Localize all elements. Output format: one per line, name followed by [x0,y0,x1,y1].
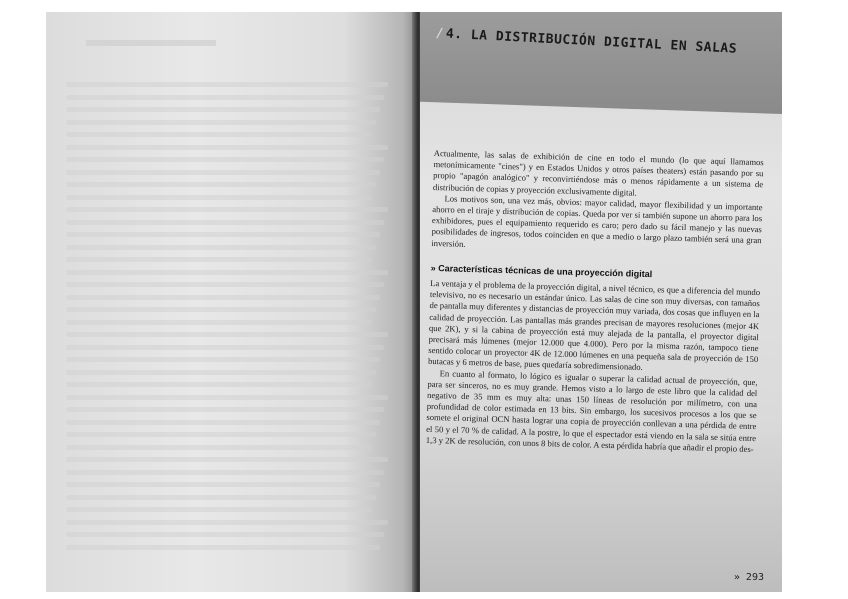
blurred-text-line [66,545,380,550]
blurred-text-line [66,232,380,237]
blurred-text-line [66,457,388,462]
paragraph: Los motivos son, una vez más, obvios: mayor calidad, mayor flexibilidad y un importante ahorro en el tiraje y distribución de copias. Queda por ver si también supone un ahorro para los exhibidores, pues el equipamiento requerido es caro; pero dado su fácil manejo y las nuevas posibilidades de ingresos, todos coinciden en que a medio o largo plazo también será una gran inversión. [431,193,763,249]
section-heading: » Características técnicas de una proyección digital [430,262,653,279]
blurred-text-line [66,495,376,500]
blurred-text-line [66,170,380,175]
blurred-text-line [66,332,388,337]
blurred-text-line [66,420,380,425]
page-number: » 293 [733,572,764,583]
title-slash-decoration: / [435,26,445,42]
blurred-text-line [66,407,384,412]
blurred-text-line [66,395,388,400]
blurred-text-line [66,295,380,300]
blurred-text-line [66,370,376,375]
blurred-text-line [66,345,384,350]
blurred-text-line [66,282,384,287]
blurred-text-line [66,320,372,325]
blurred-text-line [66,145,388,150]
left-running-header [86,40,216,46]
blurred-text-line [66,120,376,125]
blurred-text-line [66,245,376,250]
blurred-text-line [66,207,388,212]
blurred-text-line [66,195,372,200]
blurred-text-line [66,157,384,162]
chapter-title-text: 4. LA DISTRIBUCIÓN DIGITAL EN SALAS [445,26,738,57]
blurred-text-line [66,132,372,137]
paragraph: La ventaja y el problema de la proyección digital, a nivel técnico, es que a diferencia del mundo televisivo, no es necesario un estándar único. Las salas de cine son muy diversas, con tamaños de pantalla muy diferentes y distancias de proyección muy variada, dos cosas que influyen en la calidad de proyección. Las pantallas más grandes precisan de mayores resoluciones (mejor 4K que 2K), y si la cabina de proyección está muy alejada de la pantalla, el proyector digital precisará más lúmenes (mejor 12.000 que 4.000). Pero por la misma razón, tampoco tiene sentido colocar un proyector 4K de 12.000 lúmenes en una pequeña sala de proyección de 150 butacas y 6 metros de base, pues quedaría sobredimensionado. [427,277,761,373]
paragraph: En cuanto al formato, lo lógico es igualar o superar la calidad actual de proyección, que, para ser sinceros, no es muy grande. Hemos visto a lo largo de este libro que la calidad del negativo de 35 mm es muy alta: unas 150 líneas de resolución por milímetro, con una profundidad de color estimada en 13 bits. Sin embargo, los sucesivos procesos a los que se somete el original OCN hasta lograr una copia de proyección conllevan a una pérdida de entre el 50 y el 70 % de calidad. A la postre, lo que el espectador está viendo en la sala se sitúa entre 1,3 y 2K de resolución, con unos 8 bits de color. A esta pérdida habría que añadir el propio des- [425,367,758,454]
blurred-text-line [66,382,372,387]
blurred-text-line [66,432,376,437]
blurred-text-line [66,520,388,525]
right-page [420,12,782,592]
paragraph: Actualmente, las salas de exhibición de cine en todo el mundo (lo que aquí llamamos metonímicamente "cines") y en Estados Unidos y otros países theaters) están pasando por su propio "apagón analógico" y reconvirtiéndose más o menos rápidamente a un sistema de distribución de copias y proyección exclusivamente digital. [432,148,764,198]
blurred-text-line [66,182,376,187]
book-photo [46,12,782,592]
left-page [46,12,418,592]
blurred-text-line [66,470,384,475]
blurred-text-line [66,482,380,487]
blurred-text-line [66,307,376,312]
page-body [426,148,764,455]
blurred-text-line [66,257,372,262]
blurred-text-line [66,107,380,112]
blurred-text-line [66,95,384,100]
blurred-text-line [66,270,388,275]
blurred-text-line [66,220,384,225]
blurred-text-line [66,445,372,450]
blurred-text-line [66,532,384,537]
blurred-text-line [66,357,380,362]
blurred-text-line [66,507,372,512]
blurred-text-line [66,82,388,87]
